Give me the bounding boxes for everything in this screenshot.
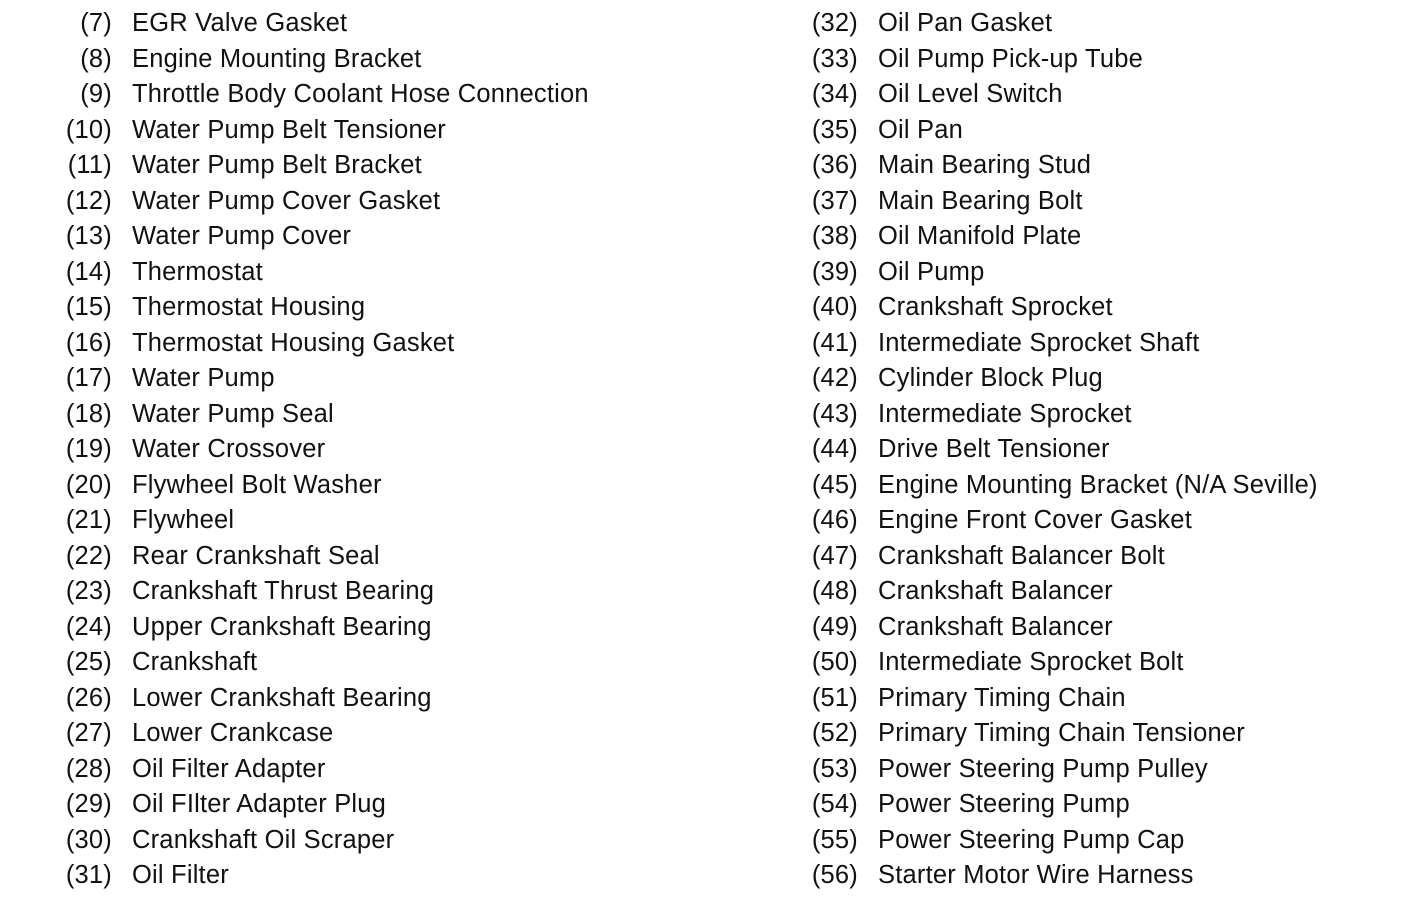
part-name: Crankshaft Sprocket xyxy=(878,293,1113,322)
part-name: Rear Crankshaft Seal xyxy=(132,541,380,570)
part-list-item xyxy=(804,716,1318,752)
part-list-item xyxy=(56,113,589,149)
part-name: Intermediate Sprocket Shaft xyxy=(878,328,1200,357)
part-name: EGR Valve Gasket xyxy=(132,9,348,38)
part-list-item xyxy=(804,148,1318,184)
part-name: Lower Crankcase xyxy=(132,719,334,748)
part-list-item xyxy=(56,610,589,646)
part-list-item xyxy=(804,681,1318,717)
part-number: (40) xyxy=(811,293,858,322)
part-number: (9) xyxy=(80,80,112,109)
part-name: Water Pump Seal xyxy=(132,399,334,428)
part-number: (49) xyxy=(811,612,858,641)
part-number: (50) xyxy=(811,648,858,677)
part-number: (56) xyxy=(811,861,858,890)
part-number: (39) xyxy=(811,257,858,286)
part-list-item xyxy=(56,148,589,184)
parts-list-right xyxy=(804,6,1318,894)
part-name: Cylinder Block Plug xyxy=(878,364,1103,393)
part-list-item xyxy=(804,574,1318,610)
part-name: Oil FIlter Adapter Plug xyxy=(132,790,387,819)
part-list-item xyxy=(804,219,1318,255)
part-list-item xyxy=(56,716,589,752)
part-name: Water Pump Cover Gasket xyxy=(132,186,441,215)
part-name: Oil Filter Adapter xyxy=(132,754,326,783)
part-number: (48) xyxy=(811,577,858,606)
part-name: Oil Level Switch xyxy=(878,80,1063,109)
part-number: (18) xyxy=(65,399,112,428)
part-number: (28) xyxy=(65,754,112,783)
part-name: Power Steering Pump xyxy=(878,790,1130,819)
part-number: (21) xyxy=(65,506,112,535)
part-name: Water Pump Cover xyxy=(132,222,352,251)
part-list-item xyxy=(56,468,589,504)
part-number: (36) xyxy=(811,151,858,180)
part-number: (51) xyxy=(811,683,858,712)
part-number: (15) xyxy=(65,293,112,322)
part-list-item xyxy=(56,503,589,539)
part-name: Oil Pan xyxy=(878,115,964,144)
part-list-item xyxy=(56,290,589,326)
part-list-item xyxy=(56,77,589,113)
part-list-item xyxy=(56,6,589,42)
part-name: Power Steering Pump Cap xyxy=(878,825,1185,854)
part-list-item xyxy=(56,432,589,468)
part-list-item xyxy=(56,787,589,823)
part-number: (29) xyxy=(65,790,112,819)
part-list-item xyxy=(56,361,589,397)
part-number: (33) xyxy=(811,44,858,73)
part-number: (14) xyxy=(65,257,112,286)
part-list-item xyxy=(56,539,589,575)
part-number: (52) xyxy=(811,719,858,748)
part-number: (38) xyxy=(811,222,858,251)
part-list-item xyxy=(56,326,589,362)
part-name: Upper Crankshaft Bearing xyxy=(132,612,432,641)
part-name: Main Bearing Stud xyxy=(878,151,1092,180)
part-list-item xyxy=(804,290,1318,326)
part-list-item xyxy=(804,397,1318,433)
part-name: Water Crossover xyxy=(132,435,326,464)
part-list-item xyxy=(804,787,1318,823)
part-name: Primary Timing Chain xyxy=(878,683,1126,712)
part-name: Oil Pump Pick-up Tube xyxy=(878,44,1143,73)
part-number: (19) xyxy=(65,435,112,464)
part-list-item xyxy=(804,42,1318,78)
part-number: (20) xyxy=(65,470,112,499)
part-list-item xyxy=(804,113,1318,149)
part-number: (26) xyxy=(65,683,112,712)
part-list-item xyxy=(56,255,589,291)
part-name: Water Pump xyxy=(132,364,275,393)
part-name: Thermostat Housing Gasket xyxy=(132,328,455,357)
part-number: (30) xyxy=(65,825,112,854)
part-name: Starter Motor Wire Harness xyxy=(878,861,1194,890)
part-list-item xyxy=(56,858,589,894)
part-number: (17) xyxy=(65,364,112,393)
part-name: Crankshaft Balancer xyxy=(878,612,1113,641)
part-number: (44) xyxy=(811,435,858,464)
part-name: Engine Mounting Bracket xyxy=(132,44,422,73)
part-number: (31) xyxy=(65,861,112,890)
part-list-item xyxy=(56,752,589,788)
part-name: Throttle Body Coolant Hose Connection xyxy=(132,80,589,109)
part-name: Crankshaft Thrust Bearing xyxy=(132,577,435,606)
part-name: Main Bearing Bolt xyxy=(878,186,1083,215)
part-list-item xyxy=(804,752,1318,788)
part-number: (55) xyxy=(811,825,858,854)
part-name: Flywheel Bolt Washer xyxy=(132,470,382,499)
part-list-item xyxy=(56,397,589,433)
part-list-item xyxy=(804,77,1318,113)
part-number: (23) xyxy=(65,577,112,606)
part-name: Drive Belt Tensioner xyxy=(878,435,1110,464)
part-list-item xyxy=(804,326,1318,362)
part-number: (53) xyxy=(811,754,858,783)
part-name: Engine Mounting Bracket (N/A Seville) xyxy=(878,470,1318,499)
part-number: (11) xyxy=(67,151,112,180)
part-list-item xyxy=(804,361,1318,397)
part-name: Oil Pan Gasket xyxy=(878,9,1053,38)
part-name: Flywheel xyxy=(132,506,235,535)
part-name: Crankshaft Oil Scraper xyxy=(132,825,395,854)
part-name: Intermediate Sprocket Bolt xyxy=(878,648,1184,677)
part-number: (24) xyxy=(65,612,112,641)
part-name: Engine Front Cover Gasket xyxy=(878,506,1192,535)
part-name: Oil Pump xyxy=(878,257,985,286)
part-number: (34) xyxy=(811,80,858,109)
part-list-item xyxy=(56,574,589,610)
part-name: Crankshaft xyxy=(132,648,258,677)
part-number: (37) xyxy=(811,186,858,215)
part-name: Thermostat xyxy=(132,257,263,286)
part-name: Crankshaft Balancer Bolt xyxy=(878,541,1165,570)
part-list-item xyxy=(56,681,589,717)
part-number: (13) xyxy=(65,222,112,251)
part-name: Power Steering Pump Pulley xyxy=(878,754,1208,783)
part-list-item xyxy=(804,610,1318,646)
part-number: (35) xyxy=(811,115,858,144)
parts-list-left xyxy=(56,6,589,894)
part-number: (12) xyxy=(65,186,112,215)
part-number: (54) xyxy=(811,790,858,819)
part-list-item xyxy=(804,255,1318,291)
part-list-item xyxy=(804,539,1318,575)
part-list-item xyxy=(804,823,1318,859)
part-number: (8) xyxy=(80,44,112,73)
part-number: (41) xyxy=(811,328,858,357)
part-list-item xyxy=(56,184,589,220)
part-name: Lower Crankshaft Bearing xyxy=(132,683,432,712)
part-number: (46) xyxy=(811,506,858,535)
part-list-item xyxy=(804,6,1318,42)
part-name: Water Pump Belt Bracket xyxy=(132,151,422,180)
part-list-item xyxy=(56,645,589,681)
part-name: Water Pump Belt Tensioner xyxy=(132,115,446,144)
part-number: (22) xyxy=(65,541,112,570)
part-list-item xyxy=(56,219,589,255)
part-name: Crankshaft Balancer xyxy=(878,577,1113,606)
part-number: (32) xyxy=(811,9,858,38)
part-number: (45) xyxy=(811,470,858,499)
part-list-item xyxy=(56,42,589,78)
part-name: Oil Manifold Plate xyxy=(878,222,1082,251)
part-number: (16) xyxy=(65,328,112,357)
part-name: Thermostat Housing xyxy=(132,293,366,322)
part-number: (43) xyxy=(811,399,858,428)
part-number: (27) xyxy=(65,719,112,748)
part-name: Intermediate Sprocket xyxy=(878,399,1132,428)
part-name: Primary Timing Chain Tensioner xyxy=(878,719,1245,748)
part-list-item xyxy=(804,432,1318,468)
part-list-item xyxy=(804,858,1318,894)
part-number: (25) xyxy=(65,648,112,677)
part-list-item xyxy=(56,823,589,859)
part-list-item xyxy=(804,645,1318,681)
part-number: (47) xyxy=(811,541,858,570)
part-list-item xyxy=(804,184,1318,220)
part-number: (42) xyxy=(811,364,858,393)
part-list-item xyxy=(804,468,1318,504)
part-name: Oil Filter xyxy=(132,861,229,890)
part-number: (7) xyxy=(80,9,112,38)
part-list-item xyxy=(804,503,1318,539)
part-number: (10) xyxy=(65,115,112,144)
